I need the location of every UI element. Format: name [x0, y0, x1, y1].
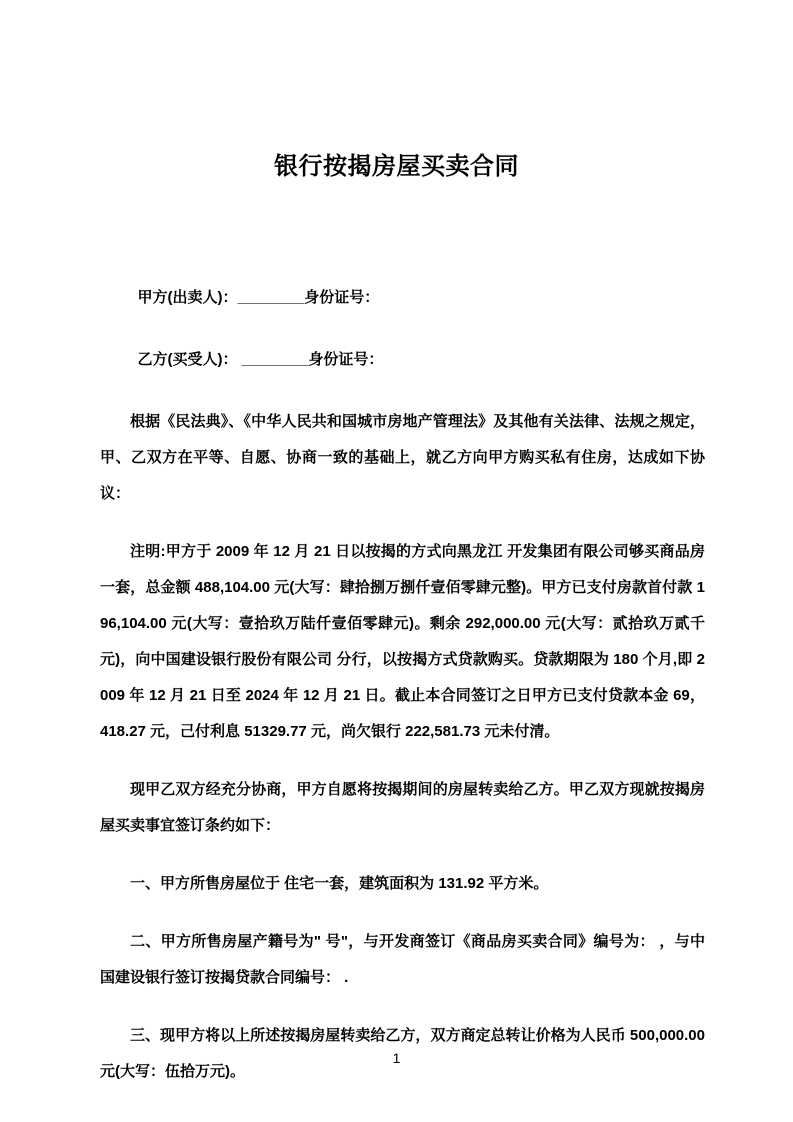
paragraph-legal-basis: 根据《民法典》、《中华人民共和国城市房地产管理法》及其他有关法律、法规之规定，甲、乙双方在平等、自愿、协商一致的基础上，就乙方向甲方购买私有住房，达成如下协议： — [100, 413, 705, 502]
paragraph-mortgage-note: 注明:甲方于 2009 年 12 月 21 日以按揭的方式向黑龙江 开发集团有限公司够买商品房一套，总金额 488,104.00 元(大写：肆拾捌万捌仟壹佰零肆元整)。甲方已支付房款首付款 196,104.00 元(大写：壹拾玖万陆仟壹佰零肆元)。剩余 292,000.00 元(大写：贰拾玖万贰千元)，向中国建设银行股份有限公司 分行，以按揭方式贷款购买。贷款期限为 180 个月,即 2009 年 12 月 21 日至 2024 年 12 月 21 日。截止本合同签订之日甲方已支付贷款本金 69，418.27 元，己付利息 51329.77 元，尚欠银行 222,581.73 元未付清。 — [100, 543, 705, 740]
spacer — [100, 750, 705, 772]
spacer — [100, 996, 705, 1018]
clause-one: 一、甲方所售房屋位于 住宅一套，建筑面积为 131.92 平方米。 — [130, 875, 549, 892]
spacer — [100, 902, 705, 924]
spacer — [100, 378, 705, 404]
clause-two: 二、甲方所售房屋产籍号为" 号"，与开发商签订《商品房买卖合同》编号为： ，与中国建设银行签订按揭贷款合同编号： . — [100, 933, 705, 986]
seller-party-line: 甲方(出卖人)：________身份证号： — [137, 289, 380, 306]
page-title: 银行按揭房屋买卖合同 — [274, 153, 519, 181]
spacer — [100, 512, 705, 534]
paragraph-negotiation: 现甲乙双方经充分协商，甲方自愿将按揭期间的房屋转卖给乙方。甲乙双方现就按揭房屋买卖事宜签订条约如下： — [100, 781, 705, 834]
page-number: 1 — [392, 1050, 401, 1066]
buyer-party-line: 乙方(买受人)： ________身份证号： — [137, 351, 384, 368]
spacer — [100, 316, 705, 342]
document-body — [100, 280, 705, 1090]
spacer — [100, 844, 705, 866]
clause-three: 三、现甲方将以上所述按揭房屋转卖给乙方，双方商定总转让价格为人民币 500,000.00 元(大写：伍拾万元)。 — [100, 1027, 705, 1080]
